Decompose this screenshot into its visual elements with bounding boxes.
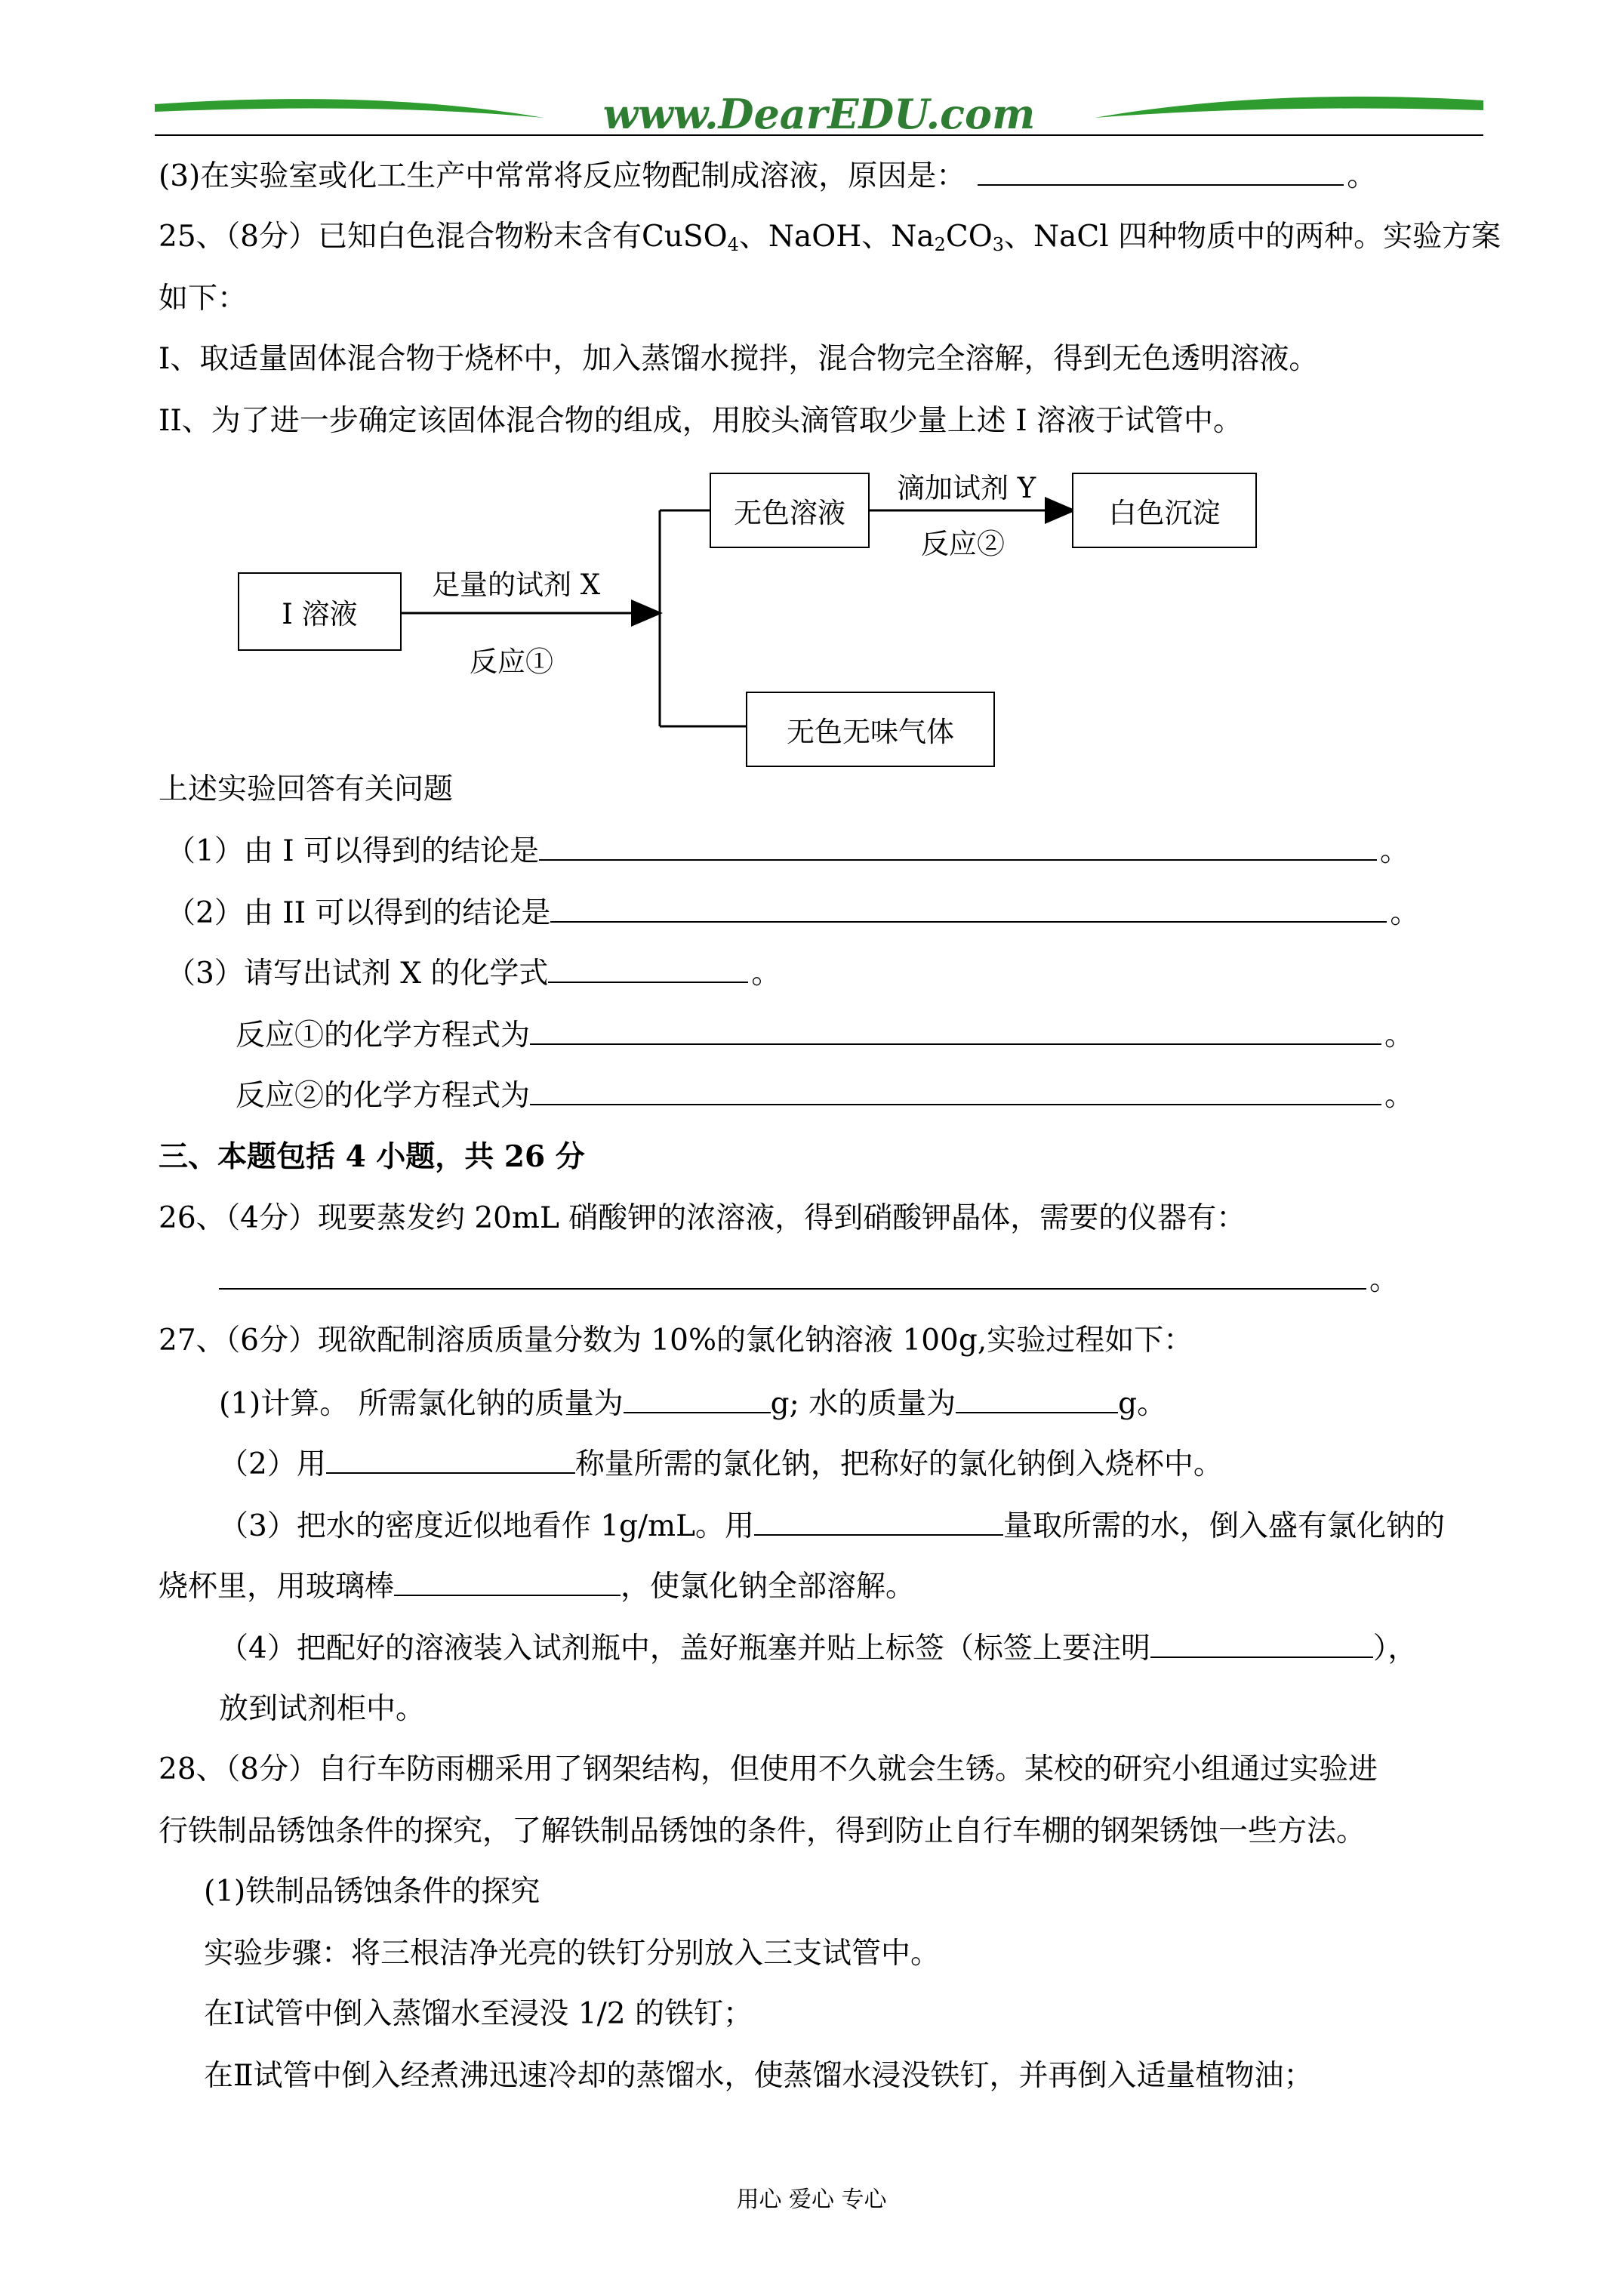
q25-r1-text: 反应①的化学方程式为 (236, 1019, 531, 1052)
sub-4: 4 (727, 234, 739, 255)
answer-blank[interactable] (1150, 1629, 1373, 1658)
q27-sub1 (219, 1385, 1166, 1422)
answer-blank[interactable] (956, 1385, 1118, 1413)
period: 。 (1384, 1019, 1415, 1052)
reaction2-label: 反应② (921, 528, 1005, 560)
site-logo-text: www.DearEDU.com (602, 90, 1036, 138)
answer-blank[interactable] (394, 1567, 621, 1596)
q25-sub3 (166, 954, 781, 992)
page-footer: 用心 爱心 专心 (736, 2187, 887, 2213)
q27-1a: (1)计算。 所需氯化钠的质量为 (219, 1387, 624, 1421)
sub-3: 3 (992, 234, 1005, 255)
q25-sub1-text: （1）由 I 可以得到的结论是 (166, 834, 540, 868)
q28-tube1: 在Ⅰ试管中倒入蒸馏水至浸没 1/2 的铁钉； (204, 1997, 753, 2031)
section3-heading: 三、本题包括 4 小题，共 26 分 (159, 1139, 585, 1174)
q25-stem-a: 25、（8分）已知白色混合物粉末含有 (159, 220, 642, 254)
q27-sub2 (219, 1445, 1223, 1483)
q27-sub4 (219, 1629, 1417, 1667)
q27-3a: （3）把水的密度近似地看作 1g/mL。用 (219, 1509, 755, 1543)
period: 。 (1384, 1079, 1415, 1113)
q25-stem-cont: 如下： (159, 282, 248, 316)
q27-1b: g; 水的质量为 (770, 1387, 956, 1421)
white-precipitate-box: 白色沉淀 (1072, 473, 1257, 548)
answer-blank[interactable] (539, 832, 1377, 861)
q26-stem: 26、（4分）现要蒸发约 20mL 硝酸钾的浓溶液，得到硝酸钾晶体，需要的仪器有： (159, 1201, 1246, 1235)
sub-2: 2 (934, 234, 946, 255)
q25-sub3-text: （3）请写出试剂 X 的化学式 (166, 957, 549, 991)
q27-4b: ）， (1372, 1632, 1418, 1666)
q26-answer (219, 1261, 1399, 1299)
cuso4: CuSO (641, 220, 728, 254)
answer-blank[interactable] (530, 1016, 1381, 1045)
q25-reaction1-eq (236, 1016, 1414, 1054)
period: 。 (1380, 834, 1410, 868)
answer-blank[interactable] (754, 1507, 1003, 1536)
start-solution-box: I 溶液 (238, 572, 402, 651)
q27-stem: 27、（6分）现欲配制溶质质量分数为 10%的氯化钠溶液 100g,实验过程如下： (159, 1324, 1193, 1358)
q25-step1: I、取适量固体混合物于烧杯中，加入蒸馏水搅拌，混合物完全溶解，得到无色透明溶液。 (159, 342, 1319, 376)
q25-ask: 上述实验回答有关问题 (159, 772, 454, 806)
q27-2b: 称量所需的氯化钠，把称好的氯化钠倒入烧杯中。 (574, 1447, 1223, 1481)
q25-step2: II、为了进一步确定该固体混合物的组成，用胶头滴管取少量上述 I 溶液于试管中。 (159, 404, 1243, 438)
q27-3b: 量取所需的水，倒入盛有氯化钠的 (1003, 1509, 1446, 1543)
q28-step: 实验步骤：将三根洁净光亮的铁钉分别放入三支试管中。 (204, 1937, 941, 1971)
q27-3d: ，使氯化钠全部溶解。 (621, 1570, 916, 1604)
q25-r2-text: 反应②的化学方程式为 (236, 1079, 531, 1113)
answer-blank[interactable] (219, 1261, 1366, 1290)
reagent-y-label: 滴加试剂 Y (897, 472, 1036, 504)
period: 。 (1390, 896, 1420, 930)
answer-blank[interactable] (624, 1385, 771, 1413)
q25-stem-b: 、NaOH、Na (738, 220, 935, 254)
q25-sub2 (166, 894, 1419, 932)
q27-2a: （2）用 (219, 1447, 326, 1481)
colorless-gas-box: 无色无味气体 (746, 692, 995, 767)
q28-stem: 28、（8分）自行车防雨棚采用了钢架结构，但使用不久就会生锈。某校的研究小组通过实验进 (159, 1752, 1378, 1786)
q25-stem-c: CO (945, 220, 993, 254)
period: 。 (1369, 1263, 1400, 1297)
answer-blank[interactable] (548, 954, 748, 983)
reagent-x-label: 足量的试剂 X (432, 569, 601, 601)
q27-sub3-cont (159, 1567, 915, 1605)
answer-blank[interactable] (550, 894, 1387, 923)
period: 。 (751, 957, 781, 991)
period: 。 (1347, 159, 1377, 193)
colorless-solution-box: 无色溶液 (710, 473, 870, 548)
q25-stem-d: 、NaCl 四种物质中的两种。实验方案 (1004, 220, 1501, 254)
q27-sub4-cont: 放到试剂柜中。 (219, 1692, 426, 1726)
q27-1c: g。 (1118, 1387, 1167, 1421)
answer-blank[interactable] (326, 1445, 575, 1474)
q25-sub1 (166, 832, 1409, 870)
q28-stem-cont: 行铁制品锈蚀条件的探究，了解铁制品锈蚀的条件，得到防止自行车棚的钢架锈蚀一些方法。 (159, 1814, 1366, 1848)
reaction1-label: 反应① (470, 646, 553, 678)
q25-sub2-text: （2）由 II 可以得到的结论是 (166, 896, 551, 930)
q25-reaction2-eq (236, 1077, 1414, 1114)
q28-sub1: (1)铁制品锈蚀条件的探究 (204, 1875, 540, 1909)
q24-part3-text: (3)在实验室或化工生产中常常将反应物配制成溶液，原因是： (159, 159, 966, 193)
q27-3c: 烧杯里，用玻璃棒 (159, 1570, 395, 1604)
q27-4a: （4）把配好的溶液装入试剂瓶中，盖好瓶塞并贴上标签（标签上要注明 (219, 1632, 1150, 1666)
q28-tube2: 在Ⅱ试管中倒入经煮沸迅速冷却的蒸馏水，使蒸馏水浸没铁钉，并再倒入适量植物油； (204, 2059, 1313, 2093)
q27-sub3 (219, 1507, 1445, 1545)
answer-blank[interactable] (530, 1077, 1381, 1105)
